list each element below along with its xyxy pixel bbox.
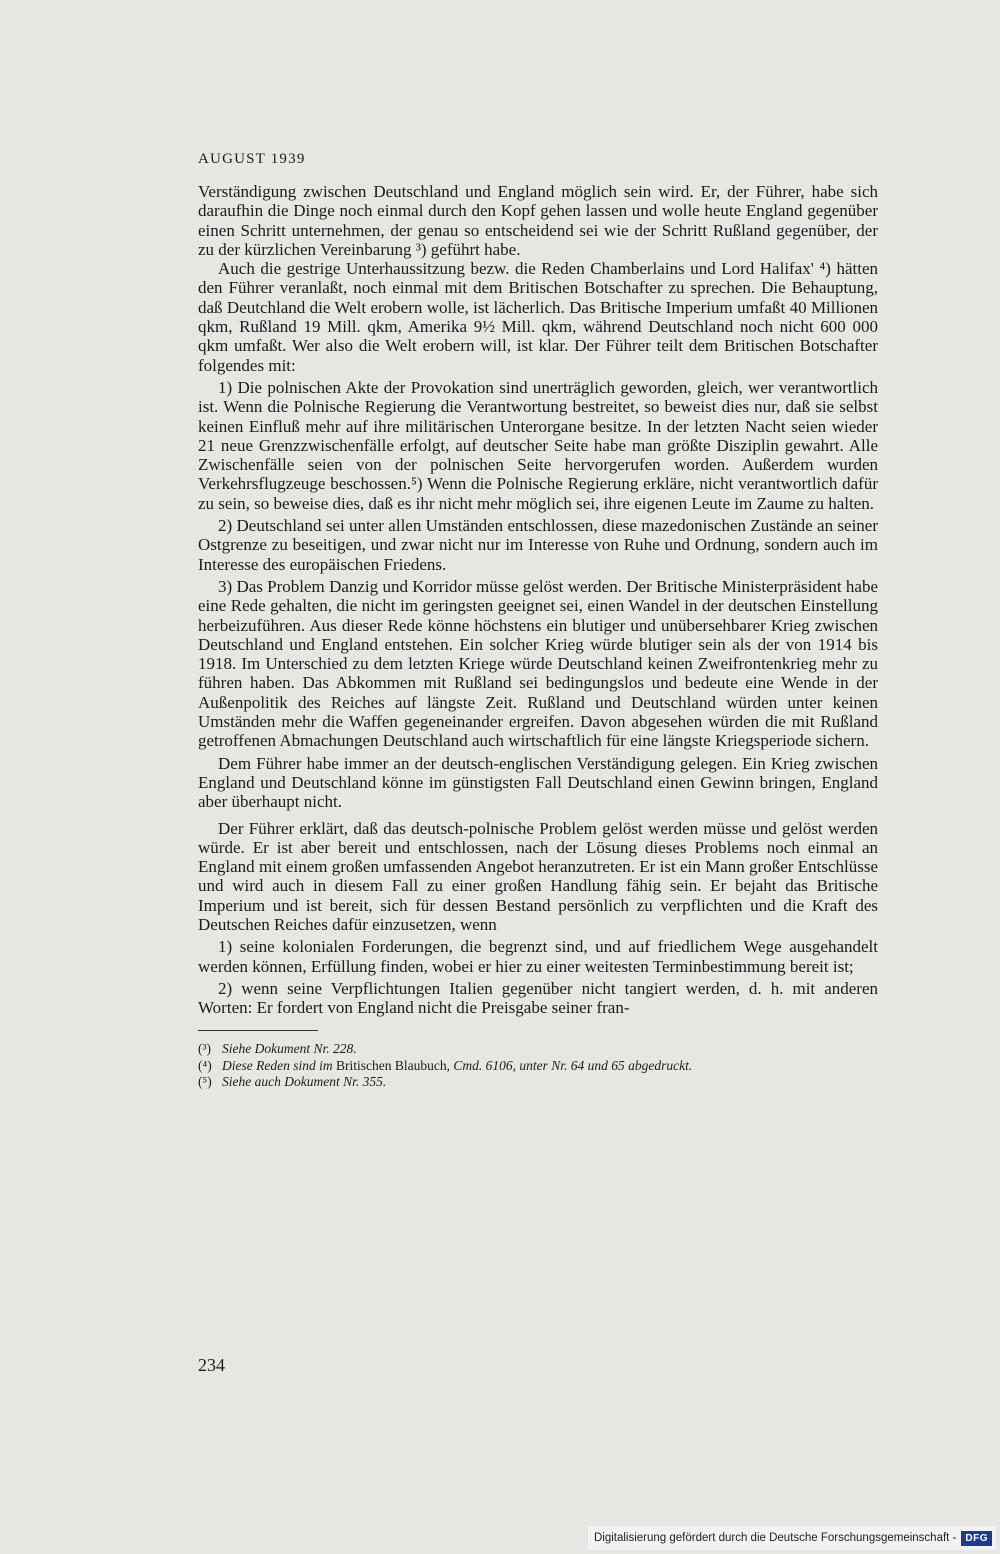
footnote-3 [198,1041,878,1058]
paragraph-understanding: Dem Führer habe immer an der deutsch-englischen Verständigung gelegen. Ein Krieg zwischen England und Deutschland könne im günstigsten Fall Deutschland einen Gewinn bringen, England aber überhaupt nicht. [198,753,878,812]
footnote-text: Siehe Dokument Nr. 228. [222,1041,357,1057]
footnote-text: Siehe auch Dokument Nr. 355. [222,1074,387,1090]
footnote-text-roman: Britischen Blaubuch, [335,1057,454,1073]
paragraph-condition-1: 1) seine kolonialen Forderungen, die begrenzt sind, und auf friedlichem Wege ausgehandelt werden können, Erfüllung finden, wobei er hier zu einer weitesten Terminbestimmung bereit ist; [198,937,878,976]
funding-notice-text: Digitalisierung gefördert durch die Deutsche Forschungsgemeinschaft - [593,1532,957,1544]
footnote-5 [198,1074,878,1091]
footnote-text: Diese Reden sind im [222,1057,336,1073]
paragraph-point-3: 3) Das Problem Danzig und Korridor müsse gelöst werden. Der Britische Ministerpräsident habe eine Rede gehalten, die nicht im geringsten geeignet sei, einen Wandel in der deutschen Einstellung herbeizuführen. Aus dieser Rede könne höchstens ein blutiger und unübersehbarer Krieg zwischen Deutschland und England entstehen. Ein solcher Krieg würde blutiger sein als der von 1914 bis 1918. Im Unterschied zu dem letzten Kriege würde Deutschland keinen Zweifrontenkrieg mehr zu führen haben. Das Abkommen mit Rußland sei bedingungslos und bedeute eine Wende in der Außenpolitik des Reiches auf längste Zeit. Rußland und Deutschland würden unter keinen Umständen mehr die Waffen gegeneinander ergreifen. Davon abgesehen würden die mit Rußland getroffenen Abmachungen Deutschland auch wirtschaftlich für eine längste Kriegsperiode sichern. [198,576,878,751]
paragraph-condition-2: 2) wenn seine Verpflichtungen Italien gegenüber nicht tangiert werden, d. h. mit anderen Worten: Er fordert von England nicht die Preisgabe seiner fran- [198,978,878,1018]
footnote-divider [198,1030,318,1031]
paragraph-point-1: 1) Die polnischen Akte der Provokation sind unerträglich geworden, gleich, wer verantwortlich ist. Wenn die Polnische Regierung die Verantwortung bestreitet, so beweist dies nur, daß sie selbst keinen Einfluß mehr auf ihre militärischen Unterorgane besitze. In der letzten Nacht seien wieder 21 neue Grenzzwischenfälle erfolgt, auf deutscher Seite habe man größte Disziplin gewahrt. Alle Zwischenfälle seien von der polnischen Seite hervorgerufen worden. Außerdem wurden Verkehrsflugzeuge beschossen.⁵) Wenn die Polnische Regierung erkläre, nicht verantwortlich dafür zu sein, so beweise dies, daß es ihr nicht mehr möglich sei, ihre eigenen Leute im Zaume zu halten. [198,377,878,513]
text-block [198,148,878,1091]
footnote-4 [198,1058,878,1075]
footnote-text-end: Cmd. 6106, unter Nr. 64 und 65 abgedruckt. [453,1057,693,1073]
paragraph-halifax-speech: Auch die gestrige Unterhaussitzung bezw. die Reden Chamberlains und Lord Halifax' ⁴) hätten den Führer veranlaßt, noch einmal mit dem Britischen Botschafter zu sprechen. Die Behauptung, daß Deutchland die Welt erobern wolle, ist lächerlich. Das Britische Imperium umfaßt 40 Millionen qkm, Rußland 19 Mill. qkm, Amerika 9½ Mill. qkm, während Deutschland noch nicht 600 000 qkm umfaßt. Wer also die Welt erobern will, ist klar. Der Führer teilt dem Britischen Botschafter folgendes mit: [198,259,878,375]
footnote-number: (³) [198,1041,212,1057]
dfg-logo-icon: DFG [961,1531,992,1546]
paragraph-offer: Der Führer erklärt, daß das deutsch-polnische Problem gelöst werden müsse und gelöst werden würde. Er ist aber bereit und entschlossen, nach der Lösung dieses Problems noch einmal an England mit einem großen umfassenden Angebot heranzutreten. Er ist ein Mann großer Entschlüsse und wird auch in diesem Fall zu einer großen Handlung fähig sein. Er bejaht das Britische Imperium und ist bereit, sich für dessen Bestand persönlich zu verpflichten und die Kraft des Deutschen Reiches dafür einzusetzen, wenn [198,818,878,934]
footnote-number: (⁵) [198,1074,212,1090]
funding-notice-bar [588,1526,996,1550]
running-head: AUGUST 1939 [198,151,306,167]
paragraph-point-2: 2) Deutschland sei unter allen Umständen entschlossen, diese mazedonischen Zustände an seiner Ostgrenze zu beseitigen, und zwar nicht nur im Interesse von Ruhe und Ordnung, sondern auch im Interesse des europäischen Friedens. [198,516,878,574]
page-number: 234 [198,1355,225,1375]
paragraph-continuation: Verständigung zwischen Deutschland und England möglich sein wird. Er, der Führer, habe sich daraufhin die Dinge noch einmal durch den Kopf gehen lassen und wolle heute England gegenüber einen Schritt unternehmen, der genau so entscheidend sei wie der Schritt Rußland gegenüber, der zu der kürzlichen Vereinbarung ³) geführt habe. [198,182,878,259]
footnote-number: (⁴) [198,1057,212,1073]
